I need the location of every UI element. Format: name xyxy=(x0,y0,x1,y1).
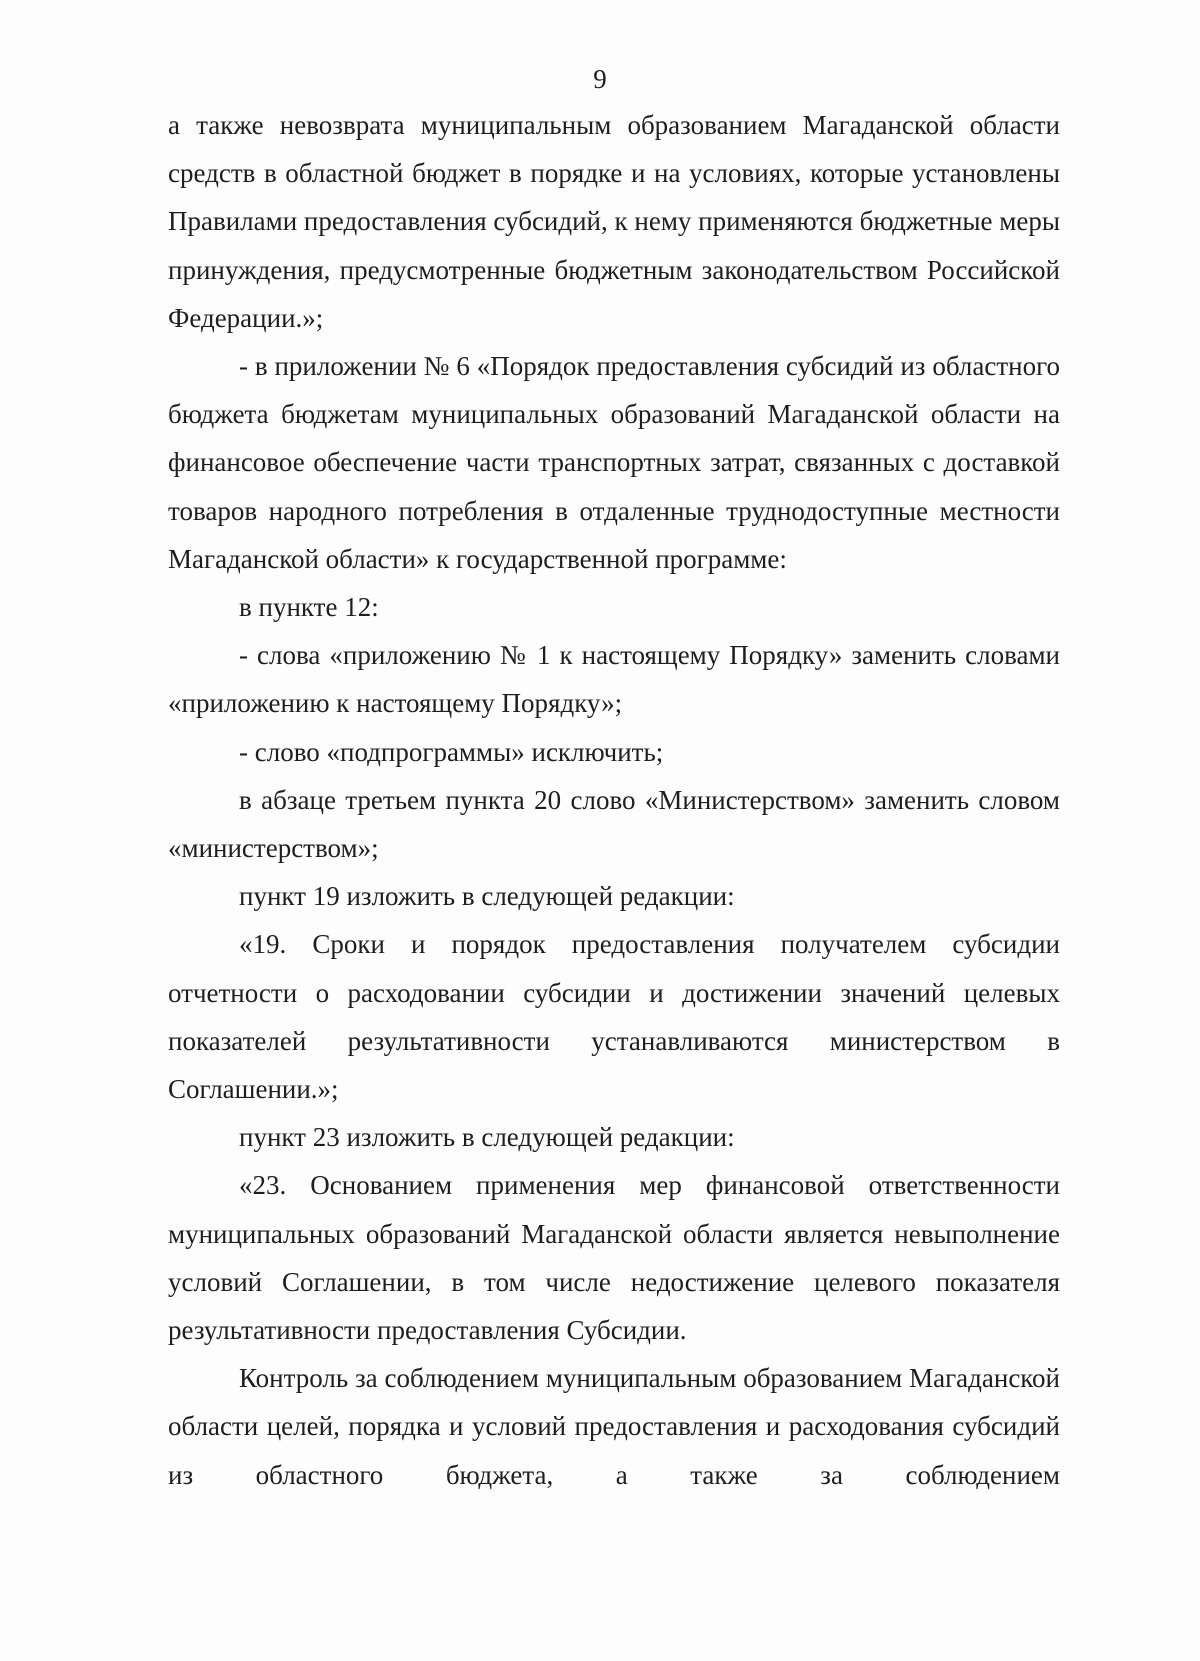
paragraph-point-19-intro: пункт 19 изложить в следующей редакции: xyxy=(239,881,735,912)
paragraph-replace-words: - слова «приложению № 1 к настоящему Порядку» заменить словами «приложению к настоящему Порядку»; xyxy=(168,640,1060,719)
document-body xyxy=(168,101,1060,1499)
paragraph-appendix-6: - в приложении № 6 «Порядок предоставления субсидий из областного бюджета бюджетам муниципальных образований Магаданской области на финансовое обеспечение части транспортных затрат, связанных с доставкой товаров народного потребления в отдаленные труднодоступные местности Магаданской области» к государственной программе: xyxy=(168,351,1060,574)
paragraph-point-12: в пункте 12: xyxy=(239,592,379,623)
paragraph-continuation: а также невозврата муниципальным образованием Магаданской области средств в областной бюджет в порядке и на условиях, которые установлены Правилами предоставления субсидий, к нему применяются бюджетные меры принуждения, предусмотренные бюджетным законодательством Российской Федерации.»; xyxy=(168,110,1060,333)
paragraph-exclude-word: - слово «подпрограммы» исключить; xyxy=(239,736,664,767)
page-number: 9 xyxy=(593,64,607,94)
paragraph-point-19-text: «19. Сроки и порядок предоставления получателем субсидии отчетности о расходовании субсидии и достижении значений целевых показателей результативности устанавливаются министерством в Соглашении.»; xyxy=(168,929,1060,1105)
paragraph-point-23-intro: пункт 23 изложить в следующей редакции: xyxy=(239,1122,735,1153)
paragraph-point-23-text: «23. Основанием применения мер финансовой ответственности муниципальных образований Магаданской области является невыполнение условий Соглашении, в том числе недостижение целевого показателя результативности предоставления Субсидии. xyxy=(168,1170,1060,1346)
paragraph-control: Контроль за соблюдением муниципальным образованием Магаданской области целей, порядка и условий предоставления и расходования субсидий из областного бюджета, а также за соблюдением xyxy=(168,1363,1060,1490)
paragraph-point-20: в абзаце третьем пункта 20 слово «Министерством» заменить словом «министерством»; xyxy=(168,784,1060,864)
